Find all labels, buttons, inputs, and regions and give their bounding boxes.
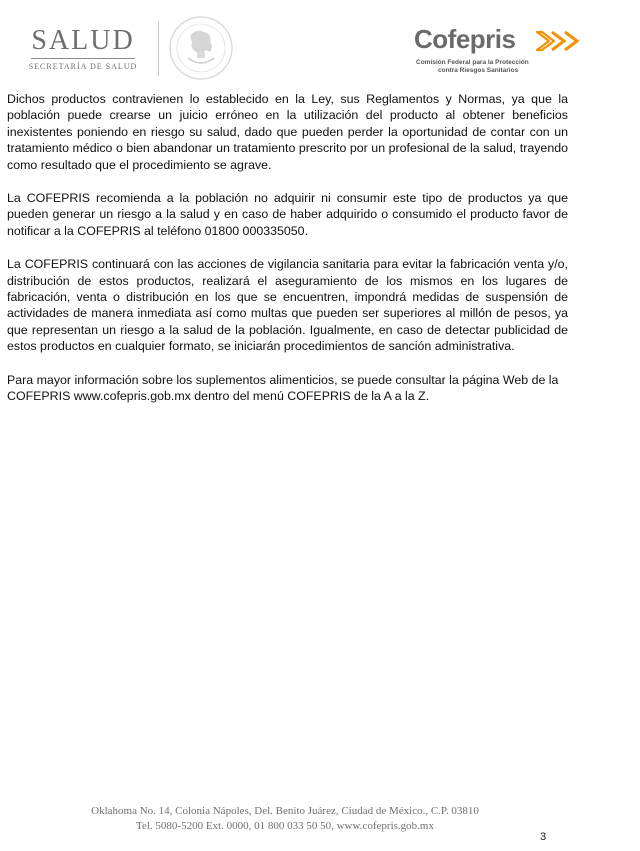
paragraph-recommendation: La COFEPRIS recomienda a la población no adquirir ni consumir este tipo de productos ya que pueden generar un riesgo a la salud y en caso de haber adquirido o consumido el producto favor de notificar a la COFEPRIS al teléfono 01800 000335050. [7,191,568,238]
cofepris-logo [414,24,594,84]
cofepris-logo-line2: contra Riesgos Sanitarios [438,67,519,74]
footer-address: Oklahoma No. 14, Colonia Nápoles, Del. Benito Juárez, Ciudad de México., C.P. 03810 [91,805,479,817]
cofepris-logo-line1: Comisión Federal para la Protección [416,59,529,66]
document-body [7,91,568,422]
salud-logo-subtitle: SECRETARÍA DE SALUD [28,62,138,71]
header-divider [158,22,159,76]
coat-of-arms-seal-icon [166,14,236,82]
salud-logo [28,26,138,72]
cofepris-arrows-icon [535,30,585,52]
paragraph-more-info: Para mayor información sobre los suplementos alimenticios, se puede consultar la página Web de la COFEPRIS www.cofepris.gob.mx dentro del menú COFEPRIS de la A a la Z. [7,372,559,404]
footer-contact: Tel. 5080-5200 Ext. 0000, 01 800 033 50 50, www.cofepris.gob.mx [136,820,434,832]
salud-logo-rule [31,58,135,59]
page-number: 3 [540,831,547,843]
page-footer [0,804,570,834]
cofepris-logo-name: Cofepris [414,24,516,54]
paragraph-risk: Dichos productos contravienen lo establecido en la Ley, sus Reglamentos y Normas, ya que la población puede crearse un juicio erróneo en la utilización del producto al obtener beneficios inexistentes poniendo en riesgo su salud, dado que pueden perder la oportunidad de contar con un tratamiento médico o bien abandonar un tratamiento prescrito por un profesional de la salud, trayendo como resultado que el procedimiento se agrave. [7,92,568,172]
page-header [0,0,640,88]
salud-logo-title: SALUD [31,25,135,56]
paragraph-surveillance: La COFEPRIS continuará con las acciones de vigilancia sanitaria para evitar la fabricación venta y/o, distribución de estos productos, realizará el aseguramiento de los mismos en los lugares de fabricación, venta o distribución en los que se encuentren, impondrá medidas de suspensión de actividades de manera inmediata así como multas que pueden ser superiores al millón de pesos, ya que representan un riesgo a la salud de la población. Igualmente, en caso de detectar publicidad de estos productos en cualquier formato, se iniciarán procedimientos de sanción administrativa. [7,257,568,354]
